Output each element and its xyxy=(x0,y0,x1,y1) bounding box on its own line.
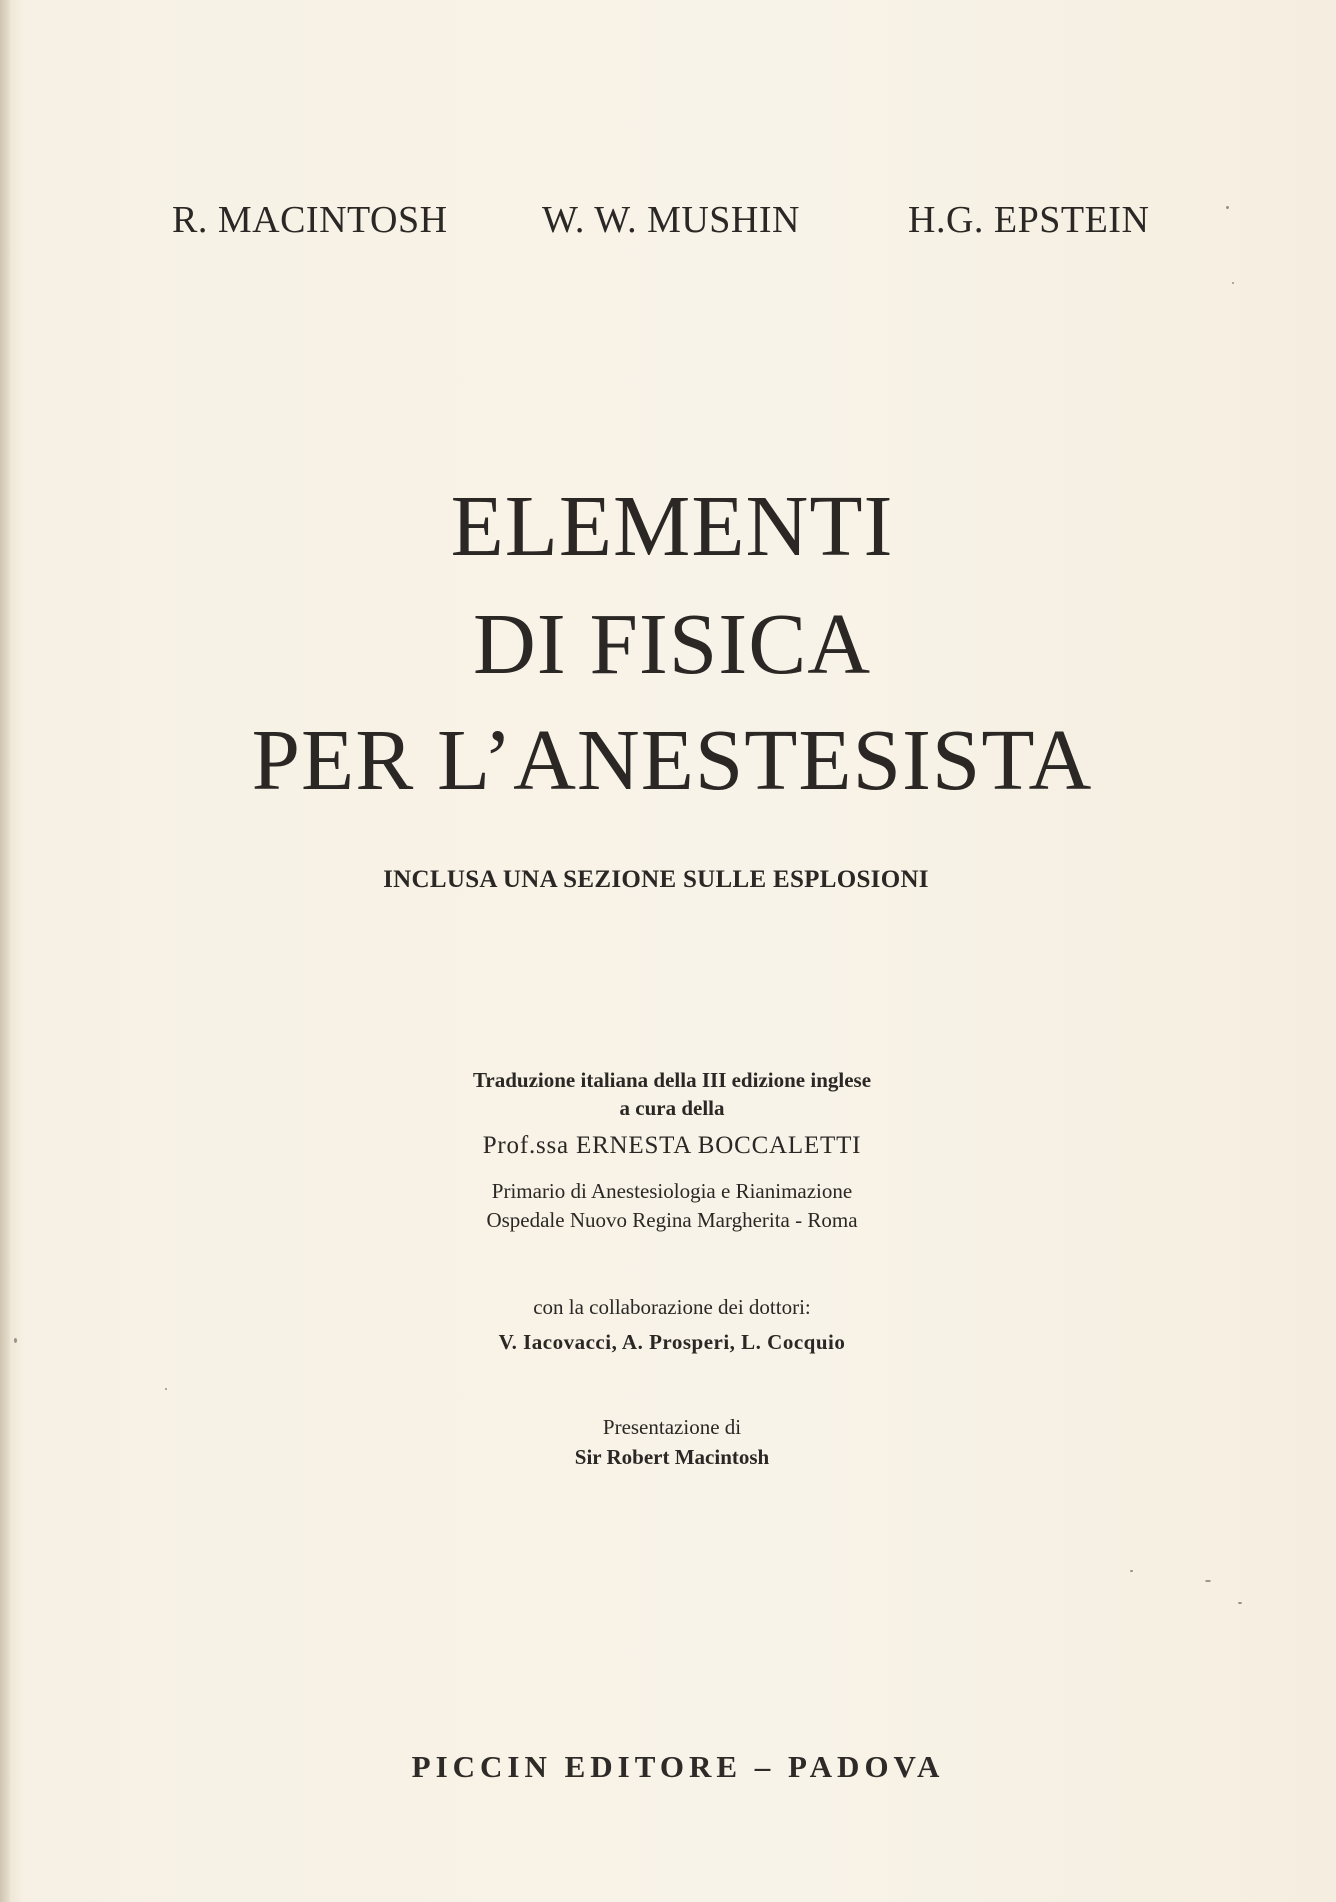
paper-speck xyxy=(1130,1570,1133,1572)
author-macintosh: R. MACINTOSH xyxy=(172,199,448,241)
title-line-3: PER L’ANESTESISTA xyxy=(251,711,1093,808)
paper-speck xyxy=(1205,1580,1211,1582)
paper-speck xyxy=(1226,206,1229,209)
translation-care-of: a cura della xyxy=(619,1096,725,1120)
paper-speck xyxy=(14,1338,17,1343)
translation-note: Traduzione italiana della III edizione inglese xyxy=(472,1068,872,1092)
paper-speck xyxy=(1238,1602,1242,1604)
subtitle: INCLUSA UNA SEZIONE SULLE ESPLOSIONI xyxy=(383,866,929,893)
paper-speck xyxy=(165,1388,167,1390)
page-binding-edge xyxy=(0,0,10,1902)
author-mushin: W. W. MUSHIN xyxy=(542,199,800,241)
author-epstein: H.G. EPSTEIN xyxy=(908,199,1150,241)
publisher-imprint: PICCIN EDITORE – PADOVA xyxy=(411,1749,945,1784)
collaboration-intro: con la collaborazione dei dottori: xyxy=(533,1295,811,1319)
editor-hospital: Ospedale Nuovo Regina Margherita - Roma xyxy=(486,1208,858,1232)
title-line-1: ELEMENTI xyxy=(450,477,894,574)
editor-role: Primario di Anestesiologia e Rianimazione xyxy=(491,1179,853,1203)
preface-author: Sir Robert Macintosh xyxy=(574,1445,770,1469)
preface-label: Presentazione di xyxy=(602,1415,742,1439)
title-line-2: DI FISICA xyxy=(472,595,872,692)
editor-name: Prof.ssa ERNESTA BOCCALETTI xyxy=(482,1132,862,1159)
collaboration-names: V. Iacovacci, A. Prosperi, L. Cocquio xyxy=(498,1330,846,1354)
paper-speck xyxy=(1232,282,1234,284)
